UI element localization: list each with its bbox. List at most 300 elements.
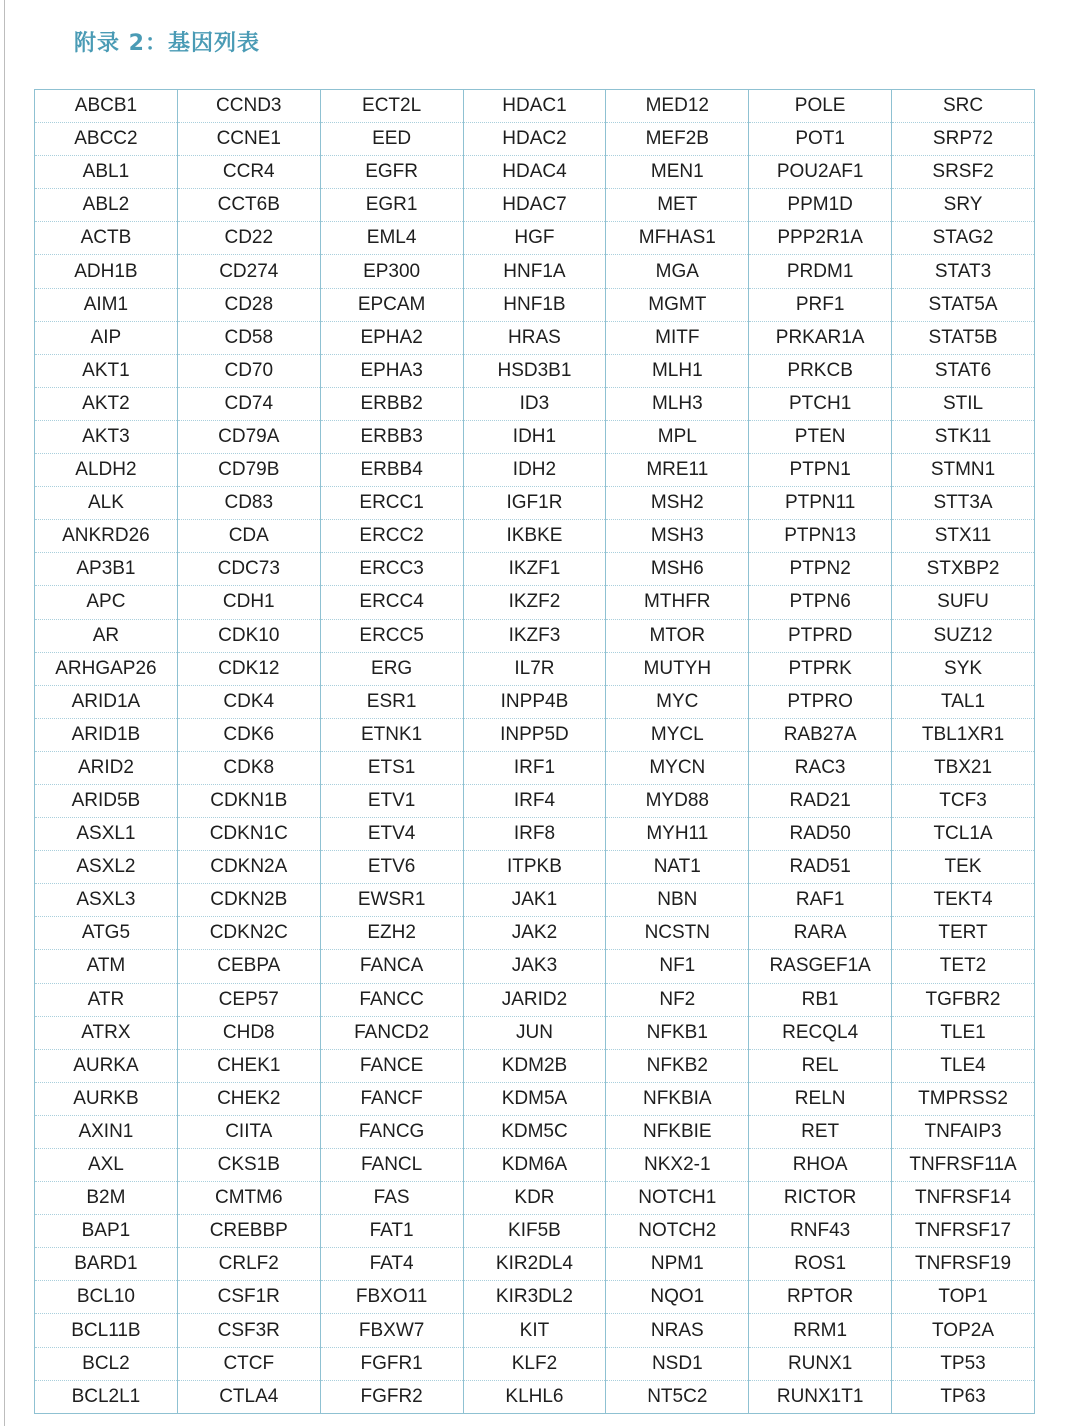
gene-cell: CHD8 (177, 1016, 320, 1049)
gene-cell: FANCF (320, 1082, 463, 1115)
table-row (35, 1049, 1035, 1082)
table-row (35, 751, 1035, 784)
gene-cell: RHOA (749, 1149, 892, 1182)
gene-cell: TNFRSF17 (892, 1215, 1035, 1248)
gene-cell: HGF (463, 222, 606, 255)
gene-cell: ALDH2 (35, 454, 178, 487)
gene-cell: CKS1B (177, 1149, 320, 1182)
gene-cell: AXL (35, 1149, 178, 1182)
gene-cell: CD274 (177, 255, 320, 288)
gene-cell: IL7R (463, 652, 606, 685)
gene-cell: NF1 (606, 950, 749, 983)
gene-cell: NPM1 (606, 1248, 749, 1281)
gene-cell: FANCE (320, 1049, 463, 1082)
gene-cell: ABCB1 (35, 90, 178, 123)
gene-cell: MYH11 (606, 818, 749, 851)
gene-cell: CDK12 (177, 652, 320, 685)
gene-cell: IRF8 (463, 818, 606, 851)
gene-cell: PTEN (749, 420, 892, 453)
gene-cell: TOP2A (892, 1314, 1035, 1347)
gene-cell: CCT6B (177, 189, 320, 222)
gene-cell: TEKT4 (892, 884, 1035, 917)
gene-cell: TLE1 (892, 1016, 1035, 1049)
gene-cell: IKZF3 (463, 619, 606, 652)
gene-cell: ATG5 (35, 917, 178, 950)
gene-cell: ARHGAP26 (35, 652, 178, 685)
gene-cell: TNFRSF19 (892, 1248, 1035, 1281)
gene-cell: STAT5B (892, 321, 1035, 354)
gene-cell: ARID1A (35, 685, 178, 718)
gene-cell: MLH3 (606, 387, 749, 420)
gene-cell: RAD21 (749, 784, 892, 817)
gene-cell: IRF1 (463, 751, 606, 784)
gene-cell: CSF1R (177, 1281, 320, 1314)
gene-cell: CRLF2 (177, 1248, 320, 1281)
gene-cell: FAS (320, 1182, 463, 1215)
gene-cell: CD58 (177, 321, 320, 354)
gene-cell: MEF2B (606, 123, 749, 156)
table-row (35, 1314, 1035, 1347)
gene-cell: ABCC2 (35, 123, 178, 156)
gene-cell: ETV1 (320, 784, 463, 817)
gene-cell: TEK (892, 851, 1035, 884)
gene-cell: RELN (749, 1082, 892, 1115)
gene-cell: EWSR1 (320, 884, 463, 917)
gene-cell: MFHAS1 (606, 222, 749, 255)
gene-cell: RECQL4 (749, 1016, 892, 1049)
table-row (35, 156, 1035, 189)
gene-cell: AKT2 (35, 387, 178, 420)
table-row (35, 288, 1035, 321)
gene-cell: EP300 (320, 255, 463, 288)
gene-cell: NT5C2 (606, 1380, 749, 1413)
gene-cell: CDKN2A (177, 851, 320, 884)
gene-cell: IKZF2 (463, 586, 606, 619)
table-row (35, 553, 1035, 586)
gene-cell: STAG2 (892, 222, 1035, 255)
gene-cell: IDH1 (463, 420, 606, 453)
gene-cell: TCF3 (892, 784, 1035, 817)
gene-cell: BAP1 (35, 1215, 178, 1248)
gene-cell: CSF3R (177, 1314, 320, 1347)
gene-cell: ETNK1 (320, 718, 463, 751)
table-row (35, 487, 1035, 520)
gene-cell: PTPRK (749, 652, 892, 685)
gene-cell: HDAC1 (463, 90, 606, 123)
gene-cell: ASXL2 (35, 851, 178, 884)
gene-cell: AURKB (35, 1082, 178, 1115)
gene-cell: SUFU (892, 586, 1035, 619)
gene-cell: RRM1 (749, 1314, 892, 1347)
gene-cell: EPHA3 (320, 354, 463, 387)
gene-cell: TOP1 (892, 1281, 1035, 1314)
gene-cell: PTPN1 (749, 454, 892, 487)
gene-cell: ARID2 (35, 751, 178, 784)
gene-cell: IDH2 (463, 454, 606, 487)
gene-cell: NOTCH2 (606, 1215, 749, 1248)
gene-cell: ATRX (35, 1016, 178, 1049)
table-row (35, 1380, 1035, 1413)
gene-cell: RUNX1 (749, 1347, 892, 1380)
gene-cell: CD28 (177, 288, 320, 321)
gene-cell: NFKB1 (606, 1016, 749, 1049)
table-row (35, 387, 1035, 420)
gene-cell: INPP4B (463, 685, 606, 718)
gene-cell: CDKN1B (177, 784, 320, 817)
gene-cell: FANCL (320, 1149, 463, 1182)
gene-cell: SUZ12 (892, 619, 1035, 652)
gene-cell: MPL (606, 420, 749, 453)
gene-cell: EED (320, 123, 463, 156)
gene-cell: REL (749, 1049, 892, 1082)
table-row (35, 123, 1035, 156)
gene-cell: TP63 (892, 1380, 1035, 1413)
gene-cell: RUNX1T1 (749, 1380, 892, 1413)
gene-cell: HRAS (463, 321, 606, 354)
gene-cell: NBN (606, 884, 749, 917)
gene-cell: ABL2 (35, 189, 178, 222)
gene-cell: TCL1A (892, 818, 1035, 851)
gene-cell: NOTCH1 (606, 1182, 749, 1215)
gene-cell: MTHFR (606, 586, 749, 619)
table-row (35, 718, 1035, 751)
gene-cell: TNFRSF11A (892, 1149, 1035, 1182)
gene-cell: CHEK1 (177, 1049, 320, 1082)
table-row (35, 851, 1035, 884)
gene-cell: RAD51 (749, 851, 892, 884)
gene-cell: AKT1 (35, 354, 178, 387)
gene-cell: MET (606, 189, 749, 222)
gene-cell: ERCC4 (320, 586, 463, 619)
gene-cell: CDK4 (177, 685, 320, 718)
table-row (35, 1347, 1035, 1380)
gene-cell: INPP5D (463, 718, 606, 751)
table-row (35, 1115, 1035, 1148)
gene-cell: SRY (892, 189, 1035, 222)
gene-cell: ERCC5 (320, 619, 463, 652)
gene-cell: CREBBP (177, 1215, 320, 1248)
page-edge-line (4, 0, 5, 1426)
gene-cell: ABL1 (35, 156, 178, 189)
gene-cell: SYK (892, 652, 1035, 685)
gene-cell: HDAC2 (463, 123, 606, 156)
gene-cell: ATR (35, 983, 178, 1016)
gene-cell: CD83 (177, 487, 320, 520)
gene-cell: MSH3 (606, 520, 749, 553)
gene-cell: EZH2 (320, 917, 463, 950)
table-row (35, 420, 1035, 453)
gene-cell: CDH1 (177, 586, 320, 619)
gene-cell: NCSTN (606, 917, 749, 950)
gene-cell: POU2AF1 (749, 156, 892, 189)
gene-cell: EPCAM (320, 288, 463, 321)
gene-cell: MSH6 (606, 553, 749, 586)
table-row (35, 189, 1035, 222)
gene-cell: PTCH1 (749, 387, 892, 420)
gene-cell: MGA (606, 255, 749, 288)
gene-cell: CD79B (177, 454, 320, 487)
gene-cell: STAT5A (892, 288, 1035, 321)
gene-cell: ACTB (35, 222, 178, 255)
gene-cell: CDK6 (177, 718, 320, 751)
gene-cell: HDAC4 (463, 156, 606, 189)
table-row (35, 454, 1035, 487)
gene-cell: FANCC (320, 983, 463, 1016)
gene-cell: IKZF1 (463, 553, 606, 586)
gene-cell: AIM1 (35, 288, 178, 321)
table-row (35, 950, 1035, 983)
gene-cell: RARA (749, 917, 892, 950)
table-row (35, 983, 1035, 1016)
gene-cell: CDKN2B (177, 884, 320, 917)
gene-cell: TNFRSF14 (892, 1182, 1035, 1215)
gene-cell: ETV6 (320, 851, 463, 884)
gene-cell: JAK1 (463, 884, 606, 917)
gene-cell: CDKN2C (177, 917, 320, 950)
gene-cell: NQO1 (606, 1281, 749, 1314)
gene-cell: MRE11 (606, 454, 749, 487)
gene-cell: CDC73 (177, 553, 320, 586)
gene-cell: KIR3DL2 (463, 1281, 606, 1314)
gene-cell: FAT4 (320, 1248, 463, 1281)
gene-cell: JARID2 (463, 983, 606, 1016)
gene-cell: CDA (177, 520, 320, 553)
page-title: 附录 2：基因列表 (74, 31, 260, 56)
gene-cell: ALK (35, 487, 178, 520)
gene-cell: APC (35, 586, 178, 619)
gene-cell: MGMT (606, 288, 749, 321)
gene-cell: STIL (892, 387, 1035, 420)
gene-cell: CTLA4 (177, 1380, 320, 1413)
gene-cell: TBL1XR1 (892, 718, 1035, 751)
gene-cell: STX11 (892, 520, 1035, 553)
gene-cell: FANCA (320, 950, 463, 983)
gene-cell: ARID5B (35, 784, 178, 817)
gene-cell: CD79A (177, 420, 320, 453)
gene-cell: TNFAIP3 (892, 1115, 1035, 1148)
gene-cell: FGFR1 (320, 1347, 463, 1380)
table-row (35, 652, 1035, 685)
gene-cell: JAK3 (463, 950, 606, 983)
gene-cell: SRP72 (892, 123, 1035, 156)
gene-cell: AP3B1 (35, 553, 178, 586)
gene-cell: MLH1 (606, 354, 749, 387)
gene-cell: KDM5C (463, 1115, 606, 1148)
gene-cell: ASXL3 (35, 884, 178, 917)
gene-cell: NKX2-1 (606, 1149, 749, 1182)
gene-cell: PTPRD (749, 619, 892, 652)
gene-cell: POLE (749, 90, 892, 123)
gene-cell: HNF1B (463, 288, 606, 321)
gene-cell: JAK2 (463, 917, 606, 950)
table-row (35, 1215, 1035, 1248)
gene-cell: FANCD2 (320, 1016, 463, 1049)
table-row (35, 917, 1035, 950)
gene-cell: HDAC7 (463, 189, 606, 222)
gene-cell: NSD1 (606, 1347, 749, 1380)
gene-cell: PRKCB (749, 354, 892, 387)
gene-cell: RAB27A (749, 718, 892, 751)
table-row (35, 520, 1035, 553)
gene-cell: AIP (35, 321, 178, 354)
gene-cell: BCL2L1 (35, 1380, 178, 1413)
gene-table-body (35, 90, 1035, 1414)
table-row (35, 685, 1035, 718)
gene-cell: CDK10 (177, 619, 320, 652)
gene-cell: PTPN13 (749, 520, 892, 553)
gene-cell: AKT3 (35, 420, 178, 453)
gene-cell: KDM2B (463, 1049, 606, 1082)
gene-cell: CD74 (177, 387, 320, 420)
gene-cell: PTPRO (749, 685, 892, 718)
gene-cell: MYD88 (606, 784, 749, 817)
gene-cell: STT3A (892, 487, 1035, 520)
gene-cell: BCL11B (35, 1314, 178, 1347)
gene-cell: FANCG (320, 1115, 463, 1148)
gene-cell: AR (35, 619, 178, 652)
gene-cell: FGFR2 (320, 1380, 463, 1413)
gene-cell: RASGEF1A (749, 950, 892, 983)
gene-cell: ATM (35, 950, 178, 983)
table-row (35, 884, 1035, 917)
gene-cell: NFKBIE (606, 1115, 749, 1148)
gene-cell: CTCF (177, 1347, 320, 1380)
table-row (35, 222, 1035, 255)
gene-cell: RPTOR (749, 1281, 892, 1314)
gene-cell: PTPN6 (749, 586, 892, 619)
gene-cell: PRDM1 (749, 255, 892, 288)
gene-cell: ERCC2 (320, 520, 463, 553)
table-row (35, 586, 1035, 619)
table-row (35, 1281, 1035, 1314)
gene-cell: CD22 (177, 222, 320, 255)
gene-cell: BCL10 (35, 1281, 178, 1314)
table-row (35, 1149, 1035, 1182)
gene-cell: ADH1B (35, 255, 178, 288)
gene-cell: CIITA (177, 1115, 320, 1148)
gene-cell: EGR1 (320, 189, 463, 222)
gene-cell: ASXL1 (35, 818, 178, 851)
table-row (35, 1016, 1035, 1049)
gene-cell: CCND3 (177, 90, 320, 123)
gene-cell: POT1 (749, 123, 892, 156)
table-row (35, 354, 1035, 387)
gene-cell: TLE4 (892, 1049, 1035, 1082)
gene-cell: KDM5A (463, 1082, 606, 1115)
gene-cell: ERBB2 (320, 387, 463, 420)
gene-cell: NFKB2 (606, 1049, 749, 1082)
gene-cell: STAT3 (892, 255, 1035, 288)
gene-cell: MUTYH (606, 652, 749, 685)
gene-cell: ERG (320, 652, 463, 685)
gene-cell: TP53 (892, 1347, 1035, 1380)
gene-cell: RAC3 (749, 751, 892, 784)
gene-cell: AXIN1 (35, 1115, 178, 1148)
gene-cell: KIF5B (463, 1215, 606, 1248)
table-row (35, 818, 1035, 851)
gene-cell: STXBP2 (892, 553, 1035, 586)
gene-cell: NFKBIA (606, 1082, 749, 1115)
gene-cell: AURKA (35, 1049, 178, 1082)
gene-cell: CDK8 (177, 751, 320, 784)
gene-cell: FAT1 (320, 1215, 463, 1248)
gene-cell: HNF1A (463, 255, 606, 288)
gene-cell: ERBB3 (320, 420, 463, 453)
gene-cell: TGFBR2 (892, 983, 1035, 1016)
gene-cell: FBXO11 (320, 1281, 463, 1314)
gene-cell: MYC (606, 685, 749, 718)
gene-cell: FBXW7 (320, 1314, 463, 1347)
gene-cell: MITF (606, 321, 749, 354)
gene-cell: CHEK2 (177, 1082, 320, 1115)
gene-cell: SRC (892, 90, 1035, 123)
gene-cell: BARD1 (35, 1248, 178, 1281)
gene-cell: CEBPA (177, 950, 320, 983)
gene-cell: JUN (463, 1016, 606, 1049)
gene-cell: MSH2 (606, 487, 749, 520)
gene-cell: KIR2DL4 (463, 1248, 606, 1281)
gene-cell: TMPRSS2 (892, 1082, 1035, 1115)
gene-cell: PRF1 (749, 288, 892, 321)
gene-cell: RAF1 (749, 884, 892, 917)
table-row (35, 784, 1035, 817)
gene-cell: ERBB4 (320, 454, 463, 487)
gene-cell: CDKN1C (177, 818, 320, 851)
gene-cell: STAT6 (892, 354, 1035, 387)
gene-cell: ROS1 (749, 1248, 892, 1281)
table-row (35, 1182, 1035, 1215)
gene-cell: EML4 (320, 222, 463, 255)
gene-cell: HSD3B1 (463, 354, 606, 387)
gene-cell: PTPN11 (749, 487, 892, 520)
table-row (35, 255, 1035, 288)
gene-cell: CCR4 (177, 156, 320, 189)
table-row (35, 1248, 1035, 1281)
gene-cell: NF2 (606, 983, 749, 1016)
gene-cell: IKBKE (463, 520, 606, 553)
gene-cell: TERT (892, 917, 1035, 950)
gene-cell: PTPN2 (749, 553, 892, 586)
gene-cell: RB1 (749, 983, 892, 1016)
gene-cell: CD70 (177, 354, 320, 387)
gene-cell: RAD50 (749, 818, 892, 851)
gene-cell: IGF1R (463, 487, 606, 520)
gene-cell: TAL1 (892, 685, 1035, 718)
gene-cell: MTOR (606, 619, 749, 652)
gene-cell: PPM1D (749, 189, 892, 222)
gene-cell: STK11 (892, 420, 1035, 453)
table-row (35, 1082, 1035, 1115)
gene-cell: MEN1 (606, 156, 749, 189)
gene-cell: MYCN (606, 751, 749, 784)
gene-cell: RICTOR (749, 1182, 892, 1215)
gene-cell: ERCC1 (320, 487, 463, 520)
gene-cell: NAT1 (606, 851, 749, 884)
gene-cell: ETV4 (320, 818, 463, 851)
gene-cell: ESR1 (320, 685, 463, 718)
gene-cell: CMTM6 (177, 1182, 320, 1215)
gene-cell: KLHL6 (463, 1380, 606, 1413)
gene-cell: CCNE1 (177, 123, 320, 156)
gene-cell: TBX21 (892, 751, 1035, 784)
gene-cell: KIT (463, 1314, 606, 1347)
gene-cell: MED12 (606, 90, 749, 123)
gene-cell: MYCL (606, 718, 749, 751)
gene-cell: ID3 (463, 387, 606, 420)
gene-cell: ETS1 (320, 751, 463, 784)
gene-cell: RNF43 (749, 1215, 892, 1248)
gene-table (34, 89, 1035, 1414)
